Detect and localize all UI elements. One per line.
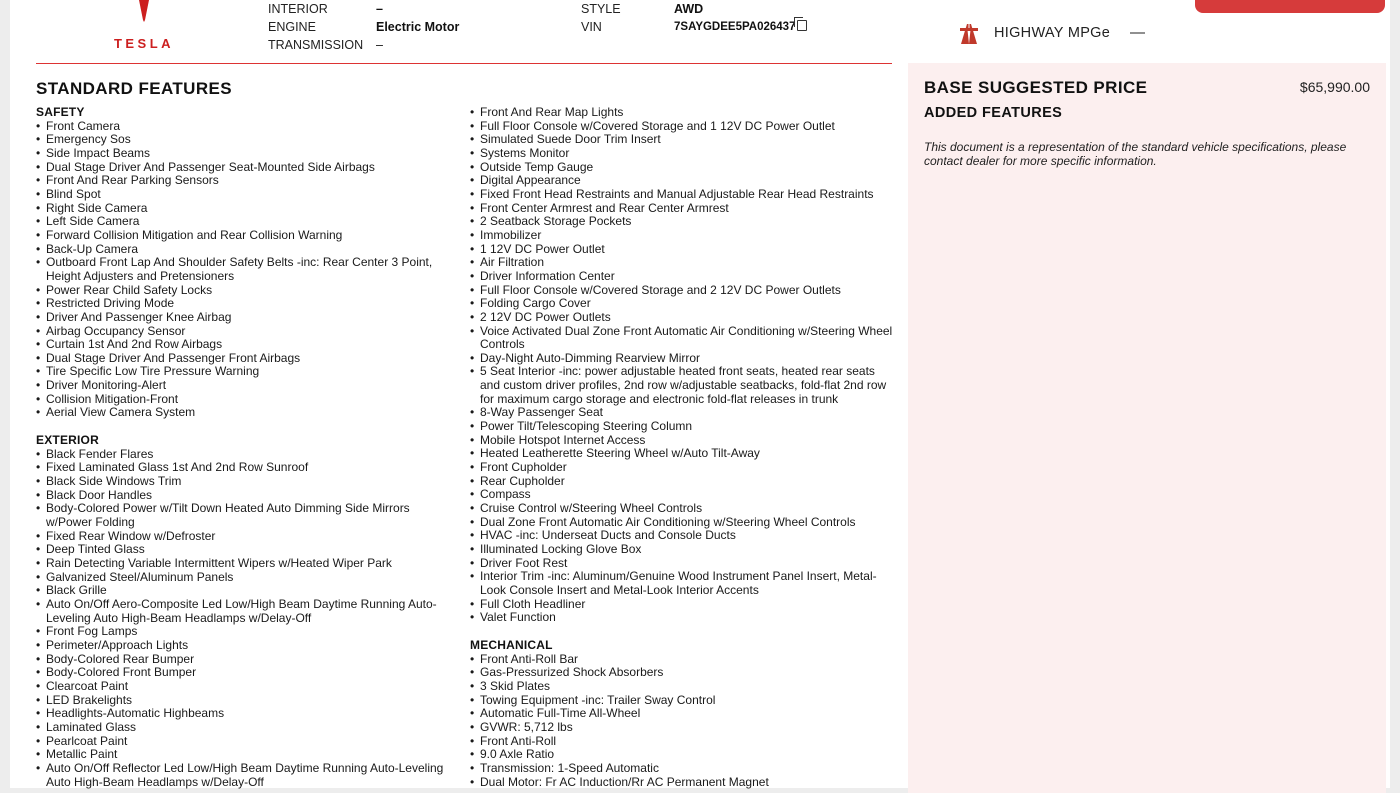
- feature-item: • Front And Rear Parking Sensors: [36, 174, 456, 188]
- feature-item: • 9.0 Axle Ratio: [470, 748, 895, 762]
- feature-item: • Simulated Suede Door Trim Insert: [470, 133, 895, 147]
- feature-item: • Outboard Front Lap And Shoulder Safety Belts -inc: Rear Center 3 Point, Height Adjusters and Pretensioners: [36, 256, 456, 283]
- spec-value-style: AWD: [674, 2, 704, 16]
- feature-item: • 2 12V DC Power Outlets: [470, 311, 895, 325]
- feature-item: • Mobile Hotspot Internet Access: [470, 434, 895, 448]
- feature-item: • Body-Colored Rear Bumper: [36, 653, 456, 667]
- feature-item: • Fixed Front Head Restraints and Manual Adjustable Rear Head Restraints: [470, 188, 895, 202]
- feature-item: • Fixed Rear Window w/Defroster: [36, 530, 456, 544]
- feature-item: • 3 Skid Plates: [470, 680, 895, 694]
- copy-icon[interactable]: [797, 20, 807, 31]
- feature-item: • Heated Leatherette Steering Wheel w/Auto Tilt-Away: [470, 447, 895, 461]
- feature-item: • Driver Information Center: [470, 270, 895, 284]
- features-column-left: [36, 106, 456, 789]
- spec-value-transmission: –: [376, 38, 383, 52]
- feature-item: • Left Side Camera: [36, 215, 456, 229]
- feature-item: • Voice Activated Dual Zone Front Automatic Air Conditioning w/Steering Wheel Controls: [470, 325, 895, 352]
- spec-value-vin: [674, 18, 807, 36]
- feature-item: • Emergency Sos: [36, 133, 456, 147]
- top-action-button[interactable]: [1195, 0, 1385, 13]
- feature-item: • Driver Foot Rest: [470, 557, 895, 571]
- highway-mpge-value: —: [1130, 24, 1145, 41]
- feature-item: • Front Anti-Roll Bar: [470, 653, 895, 667]
- vin-text: 7SAYGDEE5PA026437: [674, 21, 796, 33]
- spec-value-interior: –: [376, 2, 383, 16]
- feature-item: • HVAC -inc: Underseat Ducts and Console Ducts: [470, 529, 895, 543]
- feature-item: • Front Camera: [36, 120, 456, 134]
- standard-features-title: STANDARD FEATURES: [36, 79, 232, 98]
- feature-item: • Dual Zone Front Automatic Air Conditioning w/Steering Wheel Controls: [470, 516, 895, 530]
- feature-item: • Tire Specific Low Tire Pressure Warning: [36, 365, 456, 379]
- feature-item: • Immobilizer: [470, 229, 895, 243]
- feature-item: • Black Side Windows Trim: [36, 475, 456, 489]
- feature-item: • Power Tilt/Telescoping Steering Column: [470, 420, 895, 434]
- feature-item: • Folding Cargo Cover: [470, 297, 895, 311]
- feature-item: • 5 Seat Interior -inc: power adjustable heated front seats, heated rear seats and custom driver profiles, 2nd row w/adjustable seatbacks, fold-flat 2nd row for maximum cargo storage and electronic fold-flat releases in trunk: [470, 365, 895, 406]
- safety-heading: SAFETY: [36, 105, 85, 119]
- feature-item: • Cruise Control w/Steering Wheel Controls: [470, 502, 895, 516]
- feature-item: • Full Floor Console w/Covered Storage and 1 12V DC Power Outlet: [470, 120, 895, 134]
- feature-item: • Front Anti-Roll: [470, 735, 895, 749]
- feature-item: • Rain Detecting Variable Intermittent Wipers w/Heated Wiper Park: [36, 557, 456, 571]
- feature-item: • Deep Tinted Glass: [36, 543, 456, 557]
- tesla-logo: [106, 0, 182, 54]
- feature-item: • Auto On/Off Reflector Led Low/High Beam Daytime Running Auto-Leveling Auto High-Beam Headlamps w/Delay-Off: [36, 762, 456, 789]
- feature-item: • Side Impact Beams: [36, 147, 456, 161]
- feature-item: • Rear Cupholder: [470, 475, 895, 489]
- feature-item: • Illuminated Locking Glove Box: [470, 543, 895, 557]
- feature-item: • Aerial View Camera System: [36, 406, 456, 420]
- feature-item: • Collision Mitigation-Front: [36, 393, 456, 407]
- feature-item: • Laminated Glass: [36, 721, 456, 735]
- feature-item: • Restricted Driving Mode: [36, 297, 456, 311]
- exterior-heading: EXTERIOR: [36, 433, 99, 448]
- spec-label-engine: ENGINE: [268, 20, 316, 34]
- feature-item: • Towing Equipment -inc: Trailer Sway Control: [470, 694, 895, 708]
- feature-item: • Interior Trim -inc: Aluminum/Genuine Wood Instrument Panel Insert, Metal-Look Console Insert and Metal-Look Interior Accents: [470, 570, 895, 597]
- disclaimer-text: This document is a representation of the standard vehicle specifications, please contact dealer for more specific information.: [924, 140, 1347, 168]
- feature-item: • Clearcoat Paint: [36, 680, 456, 694]
- spec-label-vin: VIN: [581, 20, 602, 34]
- exterior-list: [36, 448, 456, 789]
- feature-item: • Dual Stage Driver And Passenger Seat-Mounted Side Airbags: [36, 161, 456, 175]
- feature-item: • Front Cupholder: [470, 461, 895, 475]
- feature-item: • Galvanized Steel/Aluminum Panels: [36, 571, 456, 585]
- feature-item: • Full Cloth Headliner: [470, 598, 895, 612]
- header-divider: [36, 63, 892, 64]
- feature-item: • GVWR: 5,712 lbs: [470, 721, 895, 735]
- window-sticker-page: [10, 0, 1390, 788]
- feature-item: • Air Filtration: [470, 256, 895, 270]
- feature-item: • Front And Rear Map Lights: [470, 106, 895, 120]
- feature-item: • Black Door Handles: [36, 489, 456, 503]
- tesla-wordmark: TESLA: [113, 36, 175, 51]
- price-panel: [908, 63, 1386, 793]
- feature-item: • Automatic Full-Time All-Wheel: [470, 707, 895, 721]
- feature-item: • Gas-Pressurized Shock Absorbers: [470, 666, 895, 680]
- feature-item: • Right Side Camera: [36, 202, 456, 216]
- feature-item: • 1 12V DC Power Outlet: [470, 243, 895, 257]
- feature-item: • Black Fender Flares: [36, 448, 456, 462]
- feature-item: • LED Brakelights: [36, 694, 456, 708]
- tesla-t-icon: [138, 0, 150, 22]
- feature-item: • Perimeter/Approach Lights: [36, 639, 456, 653]
- feature-item: • Full Floor Console w/Covered Storage and 2 12V DC Power Outlets: [470, 284, 895, 298]
- feature-item: • Body-Colored Front Bumper: [36, 666, 456, 680]
- feature-item: • Front Center Armrest and Rear Center Armrest: [470, 202, 895, 216]
- highway-icon: [958, 22, 980, 44]
- added-features-label: ADDED FEATURES: [924, 105, 1063, 121]
- feature-item: • Front Fog Lamps: [36, 625, 456, 639]
- feature-item: • Transmission: 1-Speed Automatic: [470, 762, 895, 776]
- feature-item: • Outside Temp Gauge: [470, 161, 895, 175]
- feature-item: • Day-Night Auto-Dimming Rearview Mirror: [470, 352, 895, 366]
- base-price-label: BASE SUGGESTED PRICE: [924, 78, 1148, 97]
- features-column-right: [470, 106, 895, 789]
- spec-label-style: STYLE: [581, 2, 621, 16]
- feature-item: • Power Rear Child Safety Locks: [36, 284, 456, 298]
- feature-item: • Valet Function: [470, 611, 895, 625]
- feature-item: • 2 Seatback Storage Pockets: [470, 215, 895, 229]
- spec-label-interior: INTERIOR: [268, 2, 328, 16]
- feature-item: • Blind Spot: [36, 188, 456, 202]
- feature-item: • Airbag Occupancy Sensor: [36, 325, 456, 339]
- interior-list: [470, 106, 895, 625]
- feature-item: • Metallic Paint: [36, 748, 456, 762]
- spec-label-transmission: TRANSMISSION: [268, 38, 364, 52]
- highway-mpge-label: HIGHWAY MPGe: [994, 25, 1111, 41]
- base-price-value: $65,990.00: [1299, 79, 1370, 95]
- mechanical-heading: MECHANICAL: [470, 637, 553, 652]
- feature-item: • Dual Motor: Fr AC Induction/Rr AC Permanent Magnet: [470, 776, 895, 790]
- feature-item: • Dual Stage Driver And Passenger Front Airbags: [36, 352, 456, 366]
- feature-item: • Fixed Laminated Glass 1st And 2nd Row Sunroof: [36, 461, 456, 475]
- highway-mpge: [958, 22, 1145, 44]
- feature-item: • 8-Way Passenger Seat: [470, 406, 895, 420]
- feature-item: • Black Grille: [36, 584, 456, 598]
- safety-list: [36, 120, 456, 420]
- feature-item: • Pearlcoat Paint: [36, 735, 456, 749]
- feature-item: • Digital Appearance: [470, 174, 895, 188]
- feature-item: • Body-Colored Power w/Tilt Down Heated Auto Dimming Side Mirrors w/Power Folding: [36, 502, 456, 529]
- feature-item: • Headlights-Automatic Highbeams: [36, 707, 456, 721]
- feature-item: • Back-Up Camera: [36, 243, 456, 257]
- mechanical-list: [470, 653, 895, 790]
- spec-value-engine: Electric Motor: [376, 20, 460, 34]
- feature-item: • Curtain 1st And 2nd Row Airbags: [36, 338, 456, 352]
- feature-item: • Driver And Passenger Knee Airbag: [36, 311, 456, 325]
- feature-item: • Auto On/Off Aero-Composite Led Low/High Beam Daytime Running Auto-Leveling Auto High-Beam Headlamps w/Delay-Off: [36, 598, 456, 625]
- feature-item: • Driver Monitoring-Alert: [36, 379, 456, 393]
- feature-item: • Compass: [470, 488, 895, 502]
- feature-item: • Systems Monitor: [470, 147, 895, 161]
- feature-item: • Forward Collision Mitigation and Rear Collision Warning: [36, 229, 456, 243]
